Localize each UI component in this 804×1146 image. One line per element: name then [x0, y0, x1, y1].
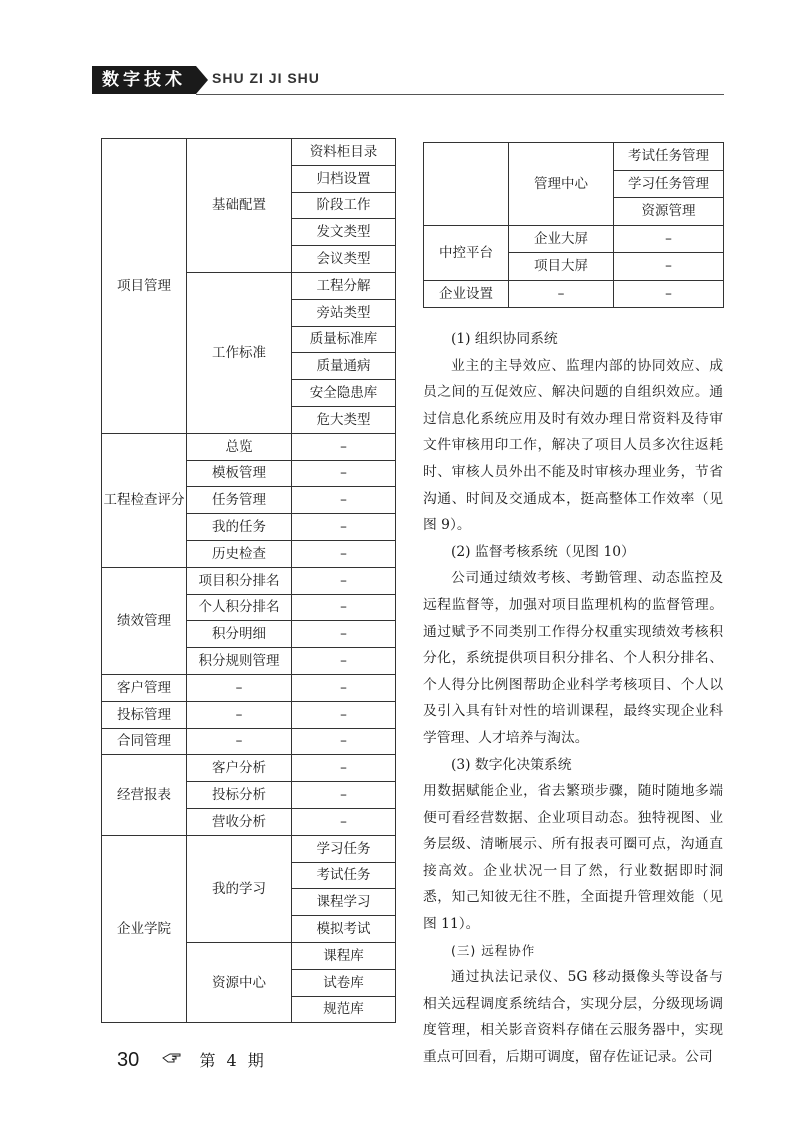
table-cell: 试卷库 — [292, 969, 396, 996]
module-table-right — [423, 142, 724, 308]
table-cell — [424, 143, 509, 226]
table-cell: 营收分析 — [187, 808, 292, 835]
table-cell: 企业设置 — [424, 280, 509, 308]
table-cell: 积分规则管理 — [187, 648, 292, 675]
table-cell: – — [292, 674, 396, 701]
table-cell: 任务管理 — [187, 487, 292, 514]
table-row — [102, 567, 396, 594]
article-body — [423, 326, 723, 1071]
table-cell: 规范库 — [292, 996, 396, 1023]
table-cell: 安全隐患库 — [292, 380, 396, 407]
table-cell: 工程检查评分 — [102, 433, 187, 567]
table-row — [102, 701, 396, 728]
table-cell: 质量通病 — [292, 353, 396, 380]
table-cell: 积分明细 — [187, 621, 292, 648]
table-cell: 旁站类型 — [292, 299, 396, 326]
table-cell: – — [292, 594, 396, 621]
table-cell: – — [292, 755, 396, 782]
table-cell: – — [292, 460, 396, 487]
table-row — [102, 433, 396, 460]
table-cell: 客户管理 — [102, 674, 187, 701]
running-header — [92, 66, 724, 96]
page-footer — [117, 1048, 267, 1074]
table-cell: – — [614, 253, 724, 281]
table-cell: – — [292, 514, 396, 541]
table-cell: 工作标准 — [187, 272, 292, 433]
table-cell: – — [292, 648, 396, 675]
table-cell: 会议类型 — [292, 246, 396, 273]
table-cell: 管理中心 — [509, 143, 614, 226]
table-row — [102, 835, 396, 862]
table-cell: 阶段工作 — [292, 192, 396, 219]
paragraph: 用数据赋能企业，省去繁琐步骤，随时随地多端便可看经营数据、企业项目动态。独特视图、业务层级、清晰展示、所有报表可圈可点，沟通直接高效。企业状况一目了然，行业数据即时洞悉，知己知彼无往不胜，全面提升管理效能（见图 11）。 — [423, 783, 723, 933]
table-cell: – — [292, 540, 396, 567]
table-cell: 项目管理 — [102, 139, 187, 434]
table-cell: – — [292, 487, 396, 514]
table-cell: 基础配置 — [187, 139, 292, 273]
table-cell: 我的学习 — [187, 835, 292, 942]
table-cell: – — [187, 701, 292, 728]
table-cell: 资源管理 — [614, 198, 724, 226]
table-cell: 模板管理 — [187, 460, 292, 487]
table-cell: 企业学院 — [102, 835, 187, 1023]
table-cell: 发文类型 — [292, 219, 396, 246]
table-cell: 我的任务 — [187, 514, 292, 541]
table-cell: – — [187, 728, 292, 755]
table-cell: 考试任务管理 — [614, 143, 724, 171]
table-cell: – — [292, 728, 396, 755]
table-cell: – — [614, 280, 724, 308]
subsection-heading: (3) 数字化决策系统 — [451, 756, 572, 773]
paragraph: 通过执法记录仪、5G 移动摄像头等设备与相关远程调度系统结合，实现分层，分级现场调度管理，相关影音资料存储在云服务器中，实现重点可回看，后期可调度，留存佐证记录。公司 — [423, 969, 723, 1066]
table-cell: – — [292, 701, 396, 728]
subsection-heading: (2) 监督考核系统（见图 10） — [451, 543, 635, 560]
table-cell: – — [292, 808, 396, 835]
table-cell: 经营报表 — [102, 755, 187, 835]
table-cell: 投标分析 — [187, 782, 292, 809]
pointing-hand-icon — [162, 1052, 182, 1064]
table-cell: 总览 — [187, 433, 292, 460]
table-cell: 绩效管理 — [102, 567, 187, 674]
paragraph: 公司通过绩效考核、考勤管理、动态监控及远程监督等，加强对项目监理机构的监督管理。通过赋予不同类别工作得分权重实现绩效考核积分化，系统提供项目积分排名、个人积分排名、个人得分比例图帮助企业科学考核项目、个人以及引入具有针对性的培训课程，最终实现企业科学管理、人才培养与淘汰。 — [423, 570, 723, 746]
table-row — [102, 674, 396, 701]
table-cell: 合同管理 — [102, 728, 187, 755]
table-cell: 学习任务 — [292, 835, 396, 862]
table-cell: 资源中心 — [187, 942, 292, 1022]
table-cell: 投标管理 — [102, 701, 187, 728]
table-cell: 中控平台 — [424, 225, 509, 280]
journal-pinyin: SHU ZI JI SHU — [212, 70, 320, 86]
table-cell: 考试任务 — [292, 862, 396, 889]
table-cell: 归档设置 — [292, 165, 396, 192]
subsection-heading: (1) 组织协同系统 — [451, 331, 558, 347]
table-cell: 模拟考试 — [292, 916, 396, 943]
table-cell: – — [292, 782, 396, 809]
table-cell: 质量标准库 — [292, 326, 396, 353]
table-cell: 课程学习 — [292, 889, 396, 916]
table-cell: 学习任务管理 — [614, 170, 724, 198]
table-cell: 项目积分排名 — [187, 567, 292, 594]
table-row — [102, 728, 396, 755]
table-row — [102, 139, 396, 166]
table-cell: – — [187, 674, 292, 701]
paragraph: 业主的主导效应、监理内部的协同效应、成员之间的互促效应、解决问题的自组织效应。通过信息化系统应用及时有效办理日常资料及待审文件审核用印工作，解决了项目人员多次往返耗时、审核人员外出不能及时审核办理业务，节省沟通、时间及交通成本，挺高整体工作效率（见图 9）。 — [423, 357, 723, 534]
table-cell: 工程分解 — [292, 272, 396, 299]
page-number: 30 — [117, 1049, 140, 1071]
table-cell: 危大类型 — [292, 406, 396, 433]
table-cell: – — [614, 225, 724, 253]
table-cell: 个人积分排名 — [187, 594, 292, 621]
table-cell: – — [509, 280, 614, 308]
table-cell: 项目大屏 — [509, 253, 614, 281]
issue-label: 第 4 期 — [199, 1051, 267, 1070]
table-cell: 课程库 — [292, 942, 396, 969]
section-heading: (三) 远程协作 — [451, 942, 536, 958]
table-cell: 客户分析 — [187, 755, 292, 782]
table-cell: 历史检查 — [187, 540, 292, 567]
header-rule — [196, 94, 724, 95]
table-cell: 企业大屏 — [509, 225, 614, 253]
badge-arrow — [196, 66, 208, 94]
table-cell: – — [292, 621, 396, 648]
table-cell: – — [292, 567, 396, 594]
table-row — [102, 755, 396, 782]
table-cell: – — [292, 433, 396, 460]
journal-badge: 数字技术 — [92, 66, 196, 94]
module-table-left — [101, 138, 396, 1023]
table-cell: 资料柜目录 — [292, 139, 396, 166]
